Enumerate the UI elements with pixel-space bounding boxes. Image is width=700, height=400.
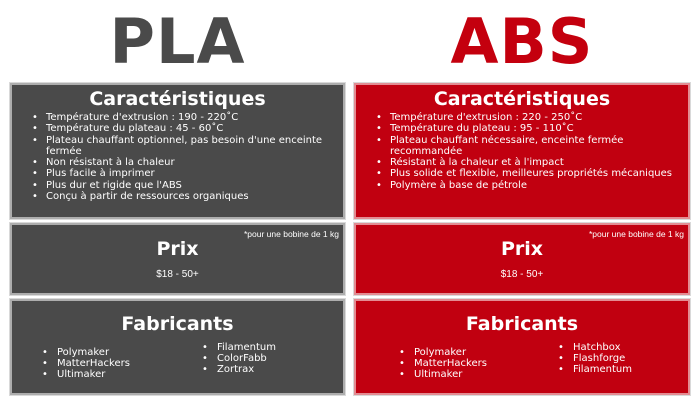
abs-characteristics-card [354,83,690,219]
list-item: • Température du plateau : 95 - 110˚C [376,123,674,134]
list-item: • ColorFabb [202,353,276,364]
abs-manufacturers-right-list [558,342,632,375]
abs-title: ABS [450,5,594,78]
abs-manufacturers-heading: Fabricants [465,313,579,335]
pla-price-heading: Prix [156,238,199,260]
abs-manufacturers-left-list [399,347,487,380]
list-item: • Non résistant à la chaleur [32,157,329,168]
list-item: • Polymère à base de pétrole [376,180,674,191]
list-item: • Ultimaker [399,369,487,380]
abs-price-heading: Prix [500,238,544,260]
pla-characteristics-heading: Caractéristiques [89,88,266,110]
abs-manufacturers-card [354,299,690,395]
pla-price-card [10,223,345,295]
list-item: • Plateau chauffant nécessaire, enceinte fermée recommandée [376,135,674,158]
pla-price-note: *pour une bobine de 1 kg [244,229,339,239]
pla-manufacturers-heading: Fabricants [121,313,234,335]
pla-manufacturers-right-list [202,342,276,375]
abs-characteristics-list [376,112,688,191]
pla-characteristics-list [32,112,343,202]
list-item: • Ultimaker [42,369,130,380]
pla-price-value: $18 - 50+ [156,269,199,280]
list-item: • Flashforge [558,353,632,364]
pla-manufacturers-left-list [42,347,130,380]
list-item: • Plus solide et flexible, meilleures propriétés mécaniques [376,168,674,179]
list-item: • Résistant à la chaleur et à l'impact [376,157,674,168]
list-item: • Zortrax [202,364,276,375]
list-item: • Polymaker [399,347,487,358]
list-item: • Filamentum [558,364,632,375]
list-item: • Plateau chauffant optionnel, pas besoin d'une enceinte fermée [32,135,329,158]
abs-price-value: $18 - 50+ [500,269,544,280]
list-item: • Hatchbox [558,342,632,353]
list-item: • Filamentum [202,342,276,353]
list-item: • MatterHackers [42,358,130,369]
list-item: • Température du plateau : 45 - 60˚C [32,123,329,134]
list-item: • Plus facile à imprimer [32,168,329,179]
pla-title: PLA [109,5,246,78]
list-item: • Conçu à partir de ressources organiques [32,191,329,202]
pla-manufacturers-card [10,299,345,395]
list-item: • Polymaker [42,347,130,358]
abs-price-note: *pour une bobine de 1 kg [589,229,684,239]
list-item: • MatterHackers [399,358,487,369]
abs-price-card [354,223,690,295]
pla-characteristics-card [10,83,345,219]
list-item: • Température d'extrusion : 190 - 220˚C [32,112,329,123]
list-item: • Plus dur et rigide que l'ABS [32,180,329,191]
list-item: • Température d'extrusion : 220 - 250˚C [376,112,674,123]
abs-characteristics-heading: Caractéristiques [433,88,611,110]
